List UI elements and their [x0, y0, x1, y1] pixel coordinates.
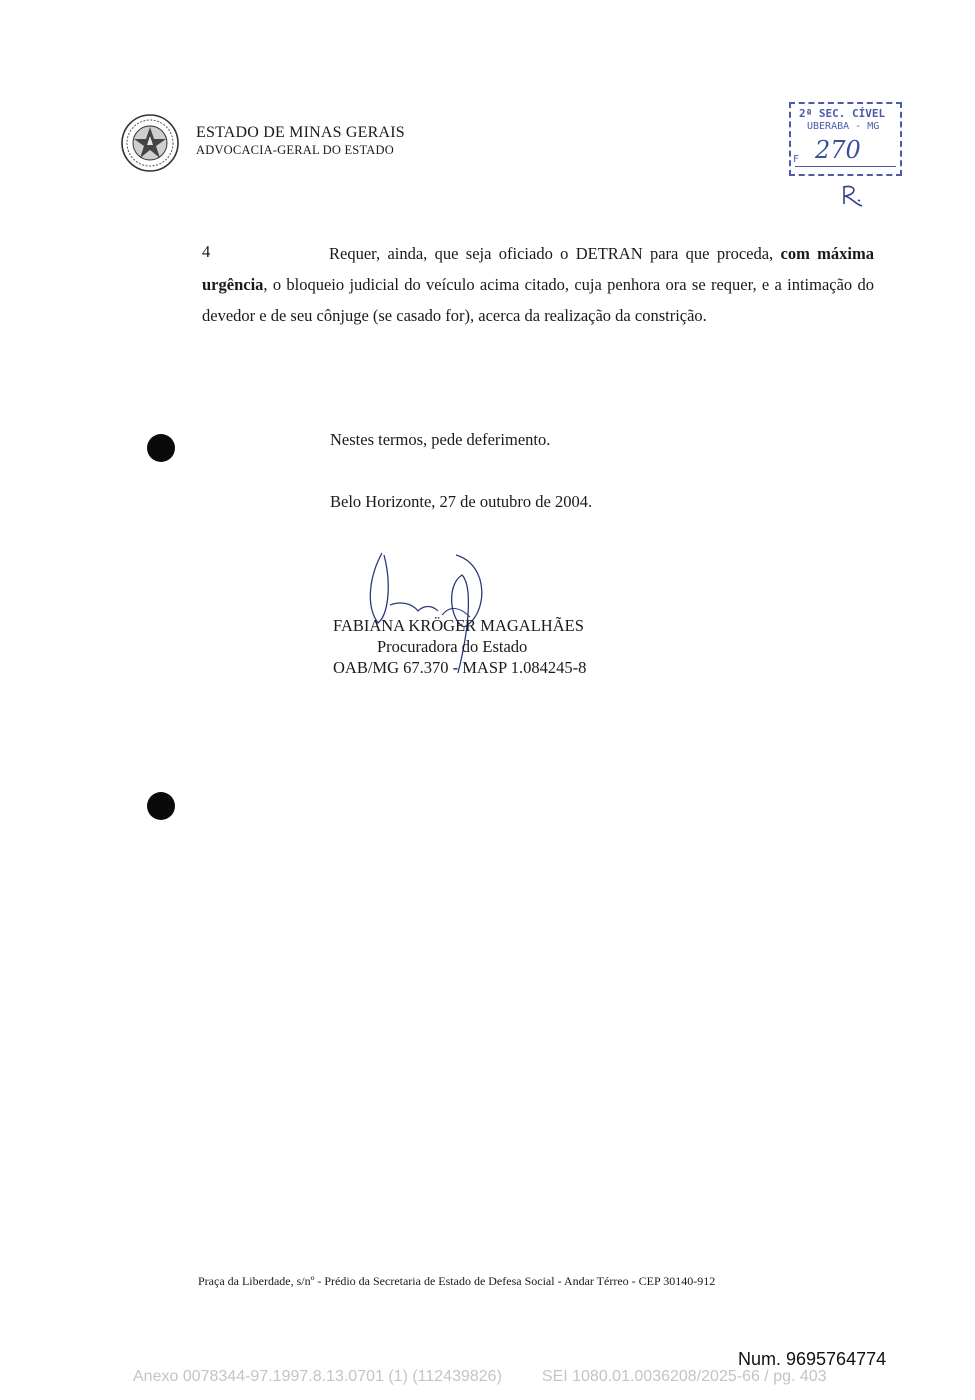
header-agency-name: ADVOCACIA-GERAL DO ESTADO — [196, 143, 394, 157]
rubric-initial-mark — [838, 182, 866, 210]
court-stamp — [789, 102, 902, 176]
stamp-section-label: 2ª SEC. CÍVEL — [799, 107, 886, 120]
punch-hole-bottom — [147, 792, 175, 820]
stamp-page-number: 270 — [815, 136, 861, 164]
sei-page-reference: SEI 1080.01.0036208/2025-66 / pg. 403 — [541, 1368, 827, 1385]
signatory-registration: OAB/MG 67.370 - MASP 1.084245-8 — [333, 658, 587, 677]
punch-hole-top — [147, 434, 175, 462]
state-seal-emblem — [120, 112, 180, 174]
annex-reference: Anexo 0078344-97.1997.8.13.0701 (1) (112439826) — [133, 1368, 502, 1385]
signatory-name: FABIANA KRÖGER MAGALHÃES — [333, 616, 584, 635]
document-number: Num. 9695764774 — [738, 1349, 887, 1369]
stamp-divider — [795, 166, 896, 167]
paragraph-request — [202, 238, 874, 331]
paragraph-number: 4 — [202, 242, 211, 261]
footer-address: Praça da Liberdade, s/nº - Prédio da Secretaria de Estado de Defesa Social - Andar Térreo - CEP 30140-912 — [198, 1274, 716, 1288]
place-and-date: Belo Horizonte, 27 de outubro de 2004. — [330, 492, 593, 511]
signatory-title: Procuradora do Estado — [377, 637, 528, 656]
header-state-name: ESTADO DE MINAS GERAIS — [196, 124, 405, 141]
paragraph-emphasis: com máxima urgência — [202, 244, 874, 294]
closing-formula: Nestes termos, pede deferimento. — [330, 430, 551, 449]
stamp-city-label: UBERABA - MG — [807, 121, 880, 132]
stamp-prefix: F — [793, 154, 800, 165]
paragraph-text-start: Requer, ainda, que seja oficiado o DETRAN para que proceda, — [329, 244, 781, 263]
paragraph-text-end: , o bloqueio judicial do veículo acima citado, cuja penhora ora se requer, e a intimação do devedor e de seu cônjuge (se casado for), acerca da realização da constrição. — [202, 275, 874, 325]
bottom-reference-bar — [133, 1368, 827, 1386]
